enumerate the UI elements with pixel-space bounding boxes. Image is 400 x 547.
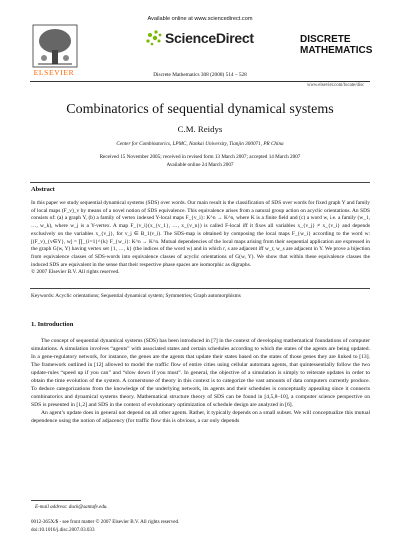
received-dates: Received 15 November 2005; received in revised form 13 March 2007; accepted 14 March 2007 [99, 154, 301, 160]
keywords: Keywords: Acyclic orientations; Sequential dynamical system; Symmetries; Graph automorphisms [31, 293, 241, 299]
online-date: Available online 24 March 2007 [166, 162, 234, 168]
elsevier-tree-logo [32, 24, 78, 68]
introduction-body [31, 337, 370, 425]
journal-reference: Discrete Mathematics 308 (2008) 514 – 528 [153, 72, 247, 78]
header-divider [30, 81, 370, 82]
footnote-divider [31, 500, 81, 501]
journal-title-line1: DISCRETE [300, 34, 351, 45]
availability-line: Available online at www.sciencedirect.com [147, 16, 253, 22]
abstract-top-divider [30, 182, 370, 183]
abstract-body [31, 200, 370, 277]
author-email[interactable]: E-mail address: duck@santafe.edu. [35, 504, 108, 510]
abstract-bottom-divider [30, 288, 370, 289]
paper-authors: C.M. Reidys [177, 124, 223, 134]
sciencedirect-wordmark: ScienceDirect [165, 30, 254, 46]
abstract-copyright: © 2007 Elsevier B.V. All rights reserved. [31, 269, 120, 276]
journal-title-line2: MATHEMATICS [300, 45, 373, 56]
abstract-heading: Abstract [31, 186, 55, 193]
journal-url-link[interactable]: www.elsevier.com/locate/disc [307, 83, 365, 88]
issn-line: 0012-365X/$ - see front matter © 2007 Elsevier B.V. All rights reserved. [31, 519, 180, 525]
journal-title [300, 34, 372, 56]
section-heading: 1. Introduction [31, 321, 74, 328]
intro-paragraph-2: An agent’s update does in general not depend on all other agents. Rather, it typically depends on a small subset. We will conceptualize this mutual dependence using the notion of adjacency (for traffic flow this is obvious, a car only depends [31, 410, 370, 424]
doi-link[interactable]: doi:10.1016/j.disc.2007.03.033 [31, 527, 95, 533]
author-affiliation: Center for Combinatorics, LPMC, Nankai University, Tianjin 300071, PR China [116, 141, 284, 147]
intro-paragraph-1: The concept of sequential dynamical systems (SDS) has been introduced in [7] in the context of developing mathematical foundations of computer simulations. A simulation involves “agents” with associated states and certain schedules according to which the states of the agents are being updated. In a gene-regulatory network, for instance, the genes are the agents that update their states based on the states of those genes they are linked to [13]. The framework outlined in [12] allowed to model the traffic flow of entire cities using cellular automata agents, that quintessentially follow the two update-rules “speed up if you can” and “slow down if you must”. In general, the objective of a simulation is simply to reiterate updates in order to obtain the time evolution of the system. A cornerstone of theory in this context is to categorize the vast amounts of data computers currently produce. To deduce categorizations from the knowledge of the underlying network, its agents and their schedules is conceptually appealing since it connects combinatorics and dynamical systems theory. Mathematical structure theory of SDS can be found in [4,5,8–10], a computer science perspective on SDS is presented in [1,2] and SDS in the context of evolutionary optimization of schedule design are analyzed in [6]. [31, 338, 370, 408]
paper-title: Combinatorics of sequential dynamical systems [66, 102, 334, 117]
abstract-text: In this paper we study sequential dynamical systems (SDS) over words. Our main result is the classification of SDS over words for fixed graph Y and family of local maps (F_v)_v by means of a novel notion of SDS equivalence. This equivalence arises from a natural group action on acyclic orientations. An SDS consists of: (a) a graph Y, (b) a family of vertex indexed Y-local maps F_{v_i}: K^n → K^n, where K is a finite field and (c) a word w, i.e. a family (w_1, …, w_k), where w_j is a Y-vertex. A map F_{v_i}(x_{v_1}, …, x_{v_n}) is called F-local iff it fixes all variables x_{v_j} ≠ x_{v_i} and depends exclusively on the variables x_{v_j}, for v_j ∈ B_1(v_i). The SDS-map is obtained by composing the local maps F_{w_i} according to the word w: [(F_v)_{v∈Y}, w] = ∏_{i=1}^{k} F_{w_i}: K^n → K^n. Mutual dependencies of the local maps arising from their sequential application are expressed in the graph G(w, Y) having vertex set {1, …, k} (the indices of the word w) and in which r, s are adjacent iff w_r, w_s are adjacent in Y. We prove a bijection from equivalence classes of SDS-words into equivalence classes of acyclic orientations of G(w, Y). We show that within these equivalence classes the induced SDS are equivalent in the sense that their respective phase spaces are isomorphic as digraphs. [31, 200, 370, 268]
elsevier-wordmark: ELSEVIER [33, 68, 75, 77]
